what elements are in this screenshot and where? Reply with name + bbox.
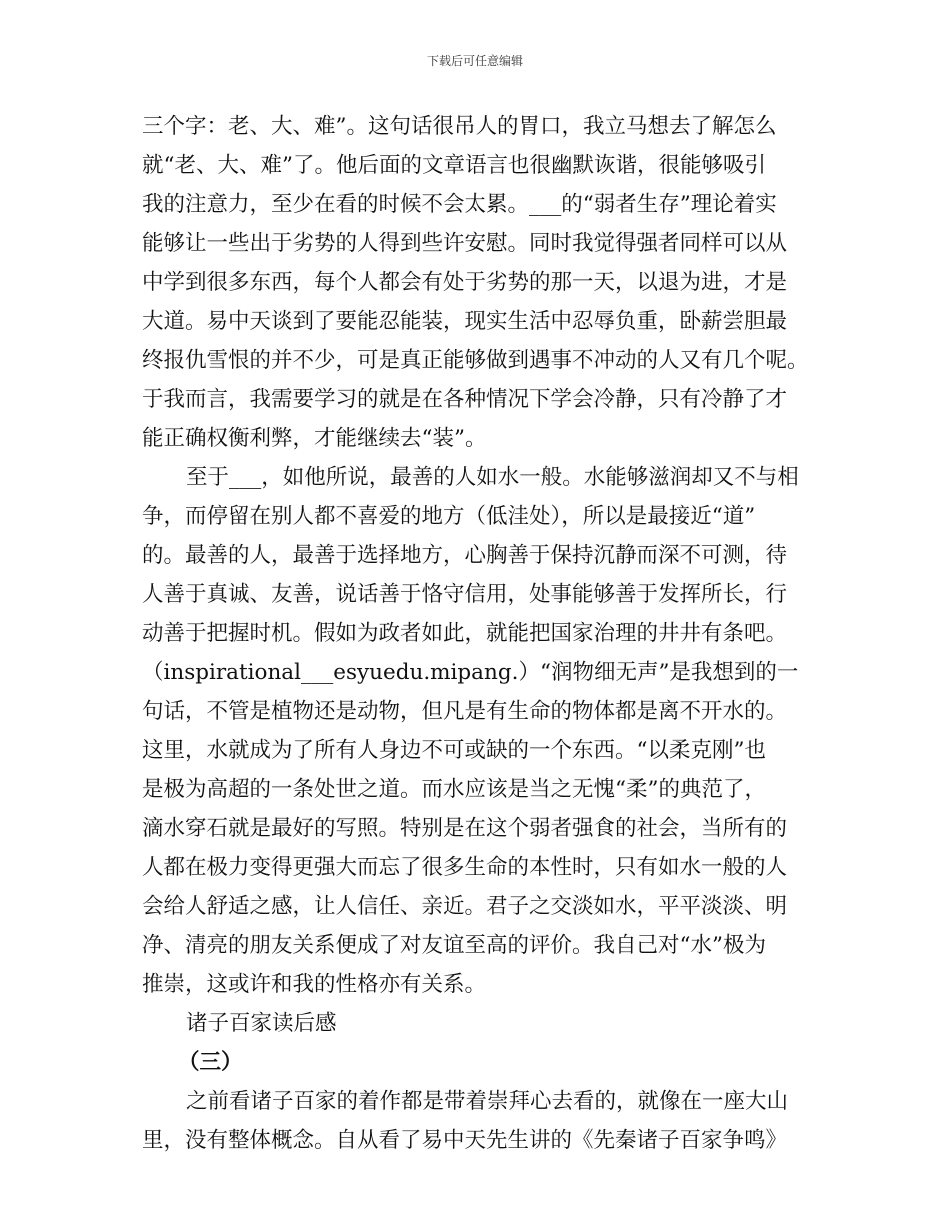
- text-line: 推崇，这或许和我的性格亦有关系。: [142, 972, 487, 997]
- text-line: 能正确权衡利弊，才能继续去“装”。: [142, 426, 487, 451]
- text-line: 的。最善的人，最善于选择地方，心胸善于保持沉静而深不可测，待: [142, 543, 788, 568]
- text-line: （inspirational___esyuedu.mipang.）“润物细无声”是我想到的一: [142, 660, 799, 685]
- text-line: 是极为高超的一条处世之道。而水应该是当之无愧“柔”的典范了，: [142, 777, 766, 802]
- text-line: 这里，水就成为了所有人身边不可或缺的一个东西。“以柔克刚”也: [142, 738, 766, 763]
- text-line: 于我而言，我需要学习的就是在各种情况下学会冷静，只有冷静了才: [142, 387, 788, 412]
- text-line: 三个字：老、大、难”。这句话很吊人的胃口，我立马想去了解怎么: [142, 114, 777, 139]
- text-line: 动善于把握时机。假如为政者如此，就能把国家治理的井井有条吧。: [142, 621, 788, 646]
- text-line: 大道。易中天谈到了要能忍能装，现实生活中忍辱负重，卧薪尝胆最: [142, 309, 788, 334]
- text-line: 我的注意力，至少在看的时候不会太累。___的“弱者生存”理论着实: [142, 192, 777, 217]
- text-line: 会给人舒适之感，让人信任、亲近。君子之交淡如水，平平淡淡、明: [142, 894, 788, 919]
- text-line: 能够让一些出于劣势的人得到些许安慰。同时我觉得强者同样可以从: [142, 231, 788, 256]
- text-line: 就“老、大、难”了。他后面的文章语言也很幽默诙谐，很能够吸引: [142, 153, 766, 178]
- section-subheading: 诸子百家读后感: [186, 1011, 337, 1036]
- text-line: 句话，不管是植物还是动物，但凡是有生命的物体都是离不开水的。: [142, 699, 788, 724]
- text-line: 终报仇雪恨的并不少，可是真正能够做到遇事不冲动的人又有几个呢。: [142, 348, 809, 373]
- text-line: 争，而停留在别人都不喜爱的地方（低洼处），所以是最接近“道”: [142, 504, 756, 529]
- text-line: 净、清亮的朋友关系便成了对友谊至高的评价。我自己对“水”极为: [142, 933, 766, 958]
- document-body: [142, 107, 818, 1160]
- page-header: 下载后可任意编辑: [426, 54, 523, 68]
- text-line: 里，没有整体概念。自从看了易中天先生讲的《先秦诸子百家争鸣》: [142, 1128, 788, 1153]
- text-line: 人都在极力变得更强大而忘了很多生命的本性时，只有如水一般的人: [142, 855, 788, 880]
- text-line: 人善于真诚、友善，说话善于恪守信用，处事能够善于发挥所长，行: [142, 582, 788, 607]
- paragraph-start-line: 至于___，如他所说，最善的人如水一般。水能够滋润却又不与相: [186, 465, 799, 490]
- text-line: 中学到很多东西，每个人都会有处于劣势的那一天，以退为进，才是: [142, 270, 788, 295]
- paragraph-start-line: 之前看诸子百家的着作都是带着崇拜心去看的，就像在一座大山: [186, 1089, 789, 1114]
- section-number: （三）: [178, 1050, 243, 1075]
- text-line: 滴水穿石就是最好的写照。特别是在这个弱者强食的社会，当所有的: [142, 816, 788, 841]
